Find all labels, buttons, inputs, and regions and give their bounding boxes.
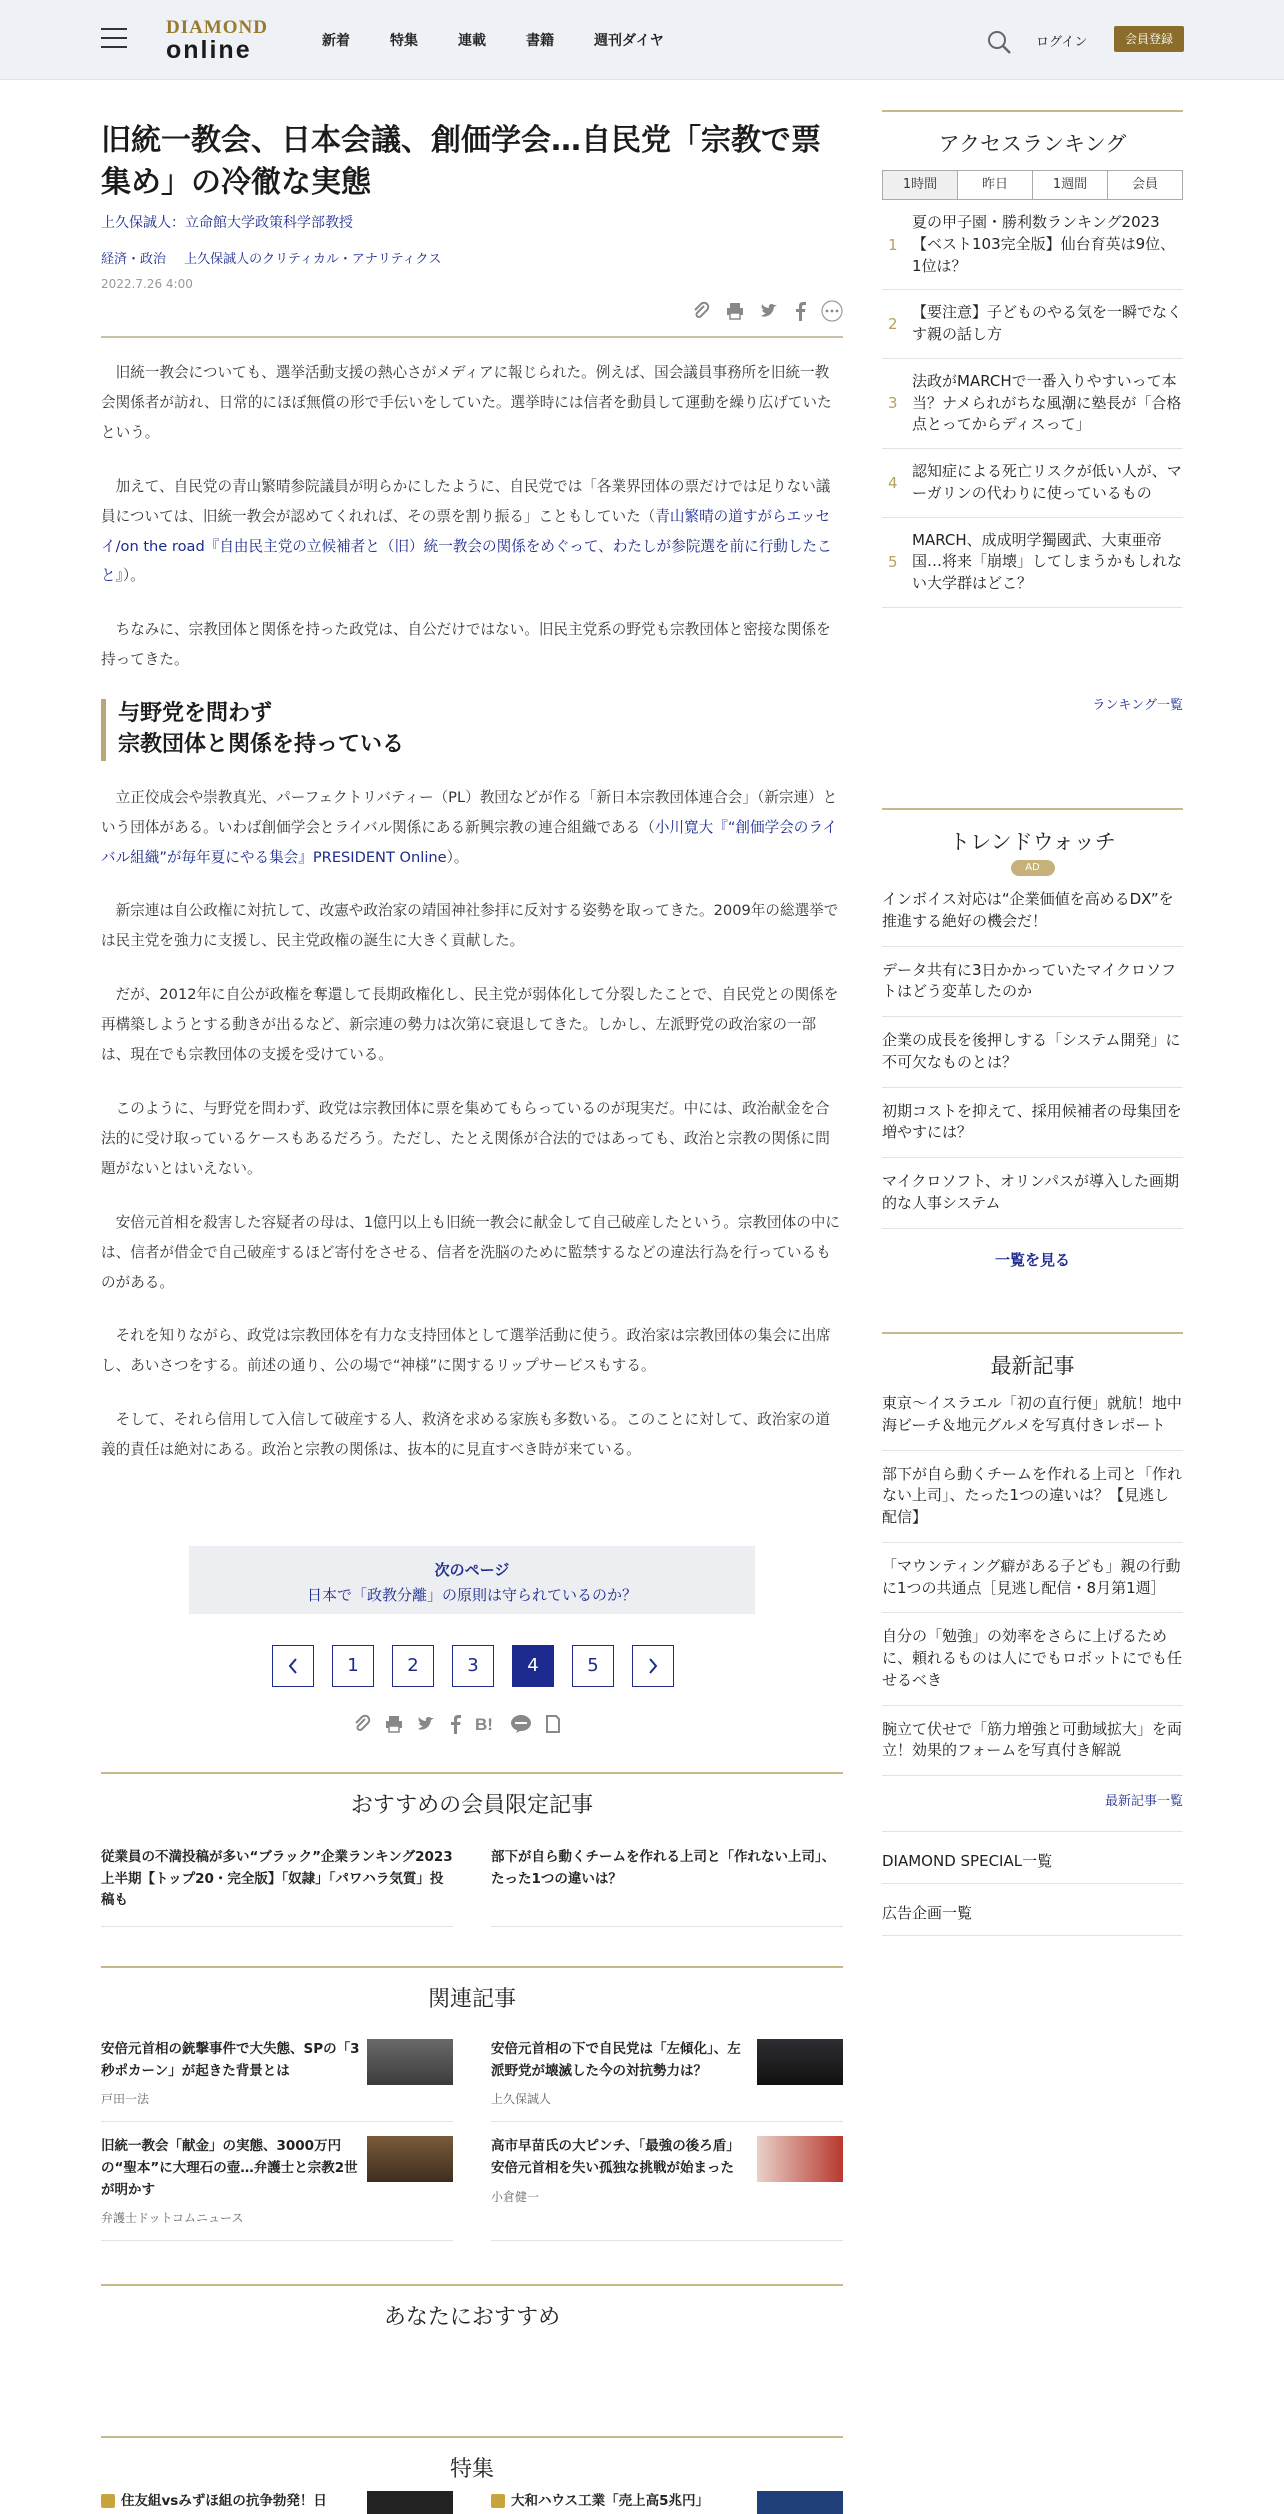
special-link[interactable]: DIAMOND SPECIAL一覧 bbox=[882, 1832, 1183, 1884]
login-link[interactable]: ログイン bbox=[1036, 35, 1088, 50]
trend-heading: トレンドウォッチ bbox=[949, 830, 1116, 854]
feature-section bbox=[101, 2436, 843, 2514]
logo-bottom: online bbox=[166, 36, 252, 64]
article-column bbox=[101, 120, 843, 2509]
facebook-icon[interactable] bbox=[448, 1714, 462, 1734]
reference-link[interactable]: 小川寛大『“創価学会のライバル組織”が毎年夏にやる集会』PRESIDENT Online bbox=[101, 818, 838, 866]
paragraph: このように、与野党を問わず、政党は宗教団体に票を集めてもらっているのが現実だ。中には、政治献金を合法的に受け取っているケースもあるだろう。ただし、たとえ関係が合法的ではあっても、政治と宗教の関係に問題がないとはいえない。 bbox=[101, 1100, 830, 1177]
member-articles-section bbox=[101, 1772, 843, 1927]
menu-icon[interactable] bbox=[101, 28, 127, 50]
related-article[interactable]: 安倍元首相の銃撃事件で大失態、SPの「3秒ポカーン」が起きた背景とは 戸田一法 bbox=[101, 2025, 453, 2122]
lock-icon bbox=[101, 2494, 115, 2508]
ad-feature-link[interactable]: 広告企画一覧 bbox=[882, 1884, 1183, 1936]
latest-item[interactable]: 自分の「勉強」の効率をさらに上げるために、頼れるものは人にでもロボットにでも任せるべき bbox=[882, 1613, 1183, 1705]
nav-series[interactable]: 連載 bbox=[458, 33, 486, 49]
pocket-icon[interactable] bbox=[544, 1714, 562, 1734]
page-3[interactable]: 3 bbox=[452, 1645, 494, 1687]
page-5[interactable]: 5 bbox=[572, 1645, 614, 1687]
recommend-section bbox=[101, 2284, 843, 2331]
trend-item[interactable]: データ共有に3日かかっていたマイクロソフトはどう変革したのか bbox=[882, 947, 1183, 1018]
tab-yesterday[interactable]: 昨日 bbox=[958, 171, 1033, 199]
paragraph: 立正佼成会や崇教真光、パーフェクトリバティー（PL）教団などが作る「新日本宗教団体連合会」（新宗連）という団体がある。いわば創価学会とライバル関係にある新興宗教の連合組織である（小川寛大『“創価学会のライバル組織”が毎年夏にやる集会』PRESIDENT Online）。 bbox=[101, 788, 838, 866]
latest-heading: 最新記事 bbox=[990, 1354, 1075, 1378]
article-thumbnail bbox=[757, 2491, 843, 2514]
more-share-icon[interactable] bbox=[821, 300, 843, 322]
next-page-button[interactable] bbox=[632, 1645, 674, 1687]
page-1[interactable]: 1 bbox=[332, 1645, 374, 1687]
pagination bbox=[272, 1645, 674, 1687]
article-title: 旧統一教会、日本会議、創価学会…自民党「宗教で票集め」の冷徹な実態 bbox=[101, 123, 821, 200]
ranking-more-link[interactable]: ランキング一覧 bbox=[1092, 697, 1183, 713]
site-logo[interactable] bbox=[166, 18, 270, 64]
publish-date: 2022.7.26 4:00 bbox=[101, 277, 193, 291]
member-article[interactable]: 従業員の不満投稿が多い“ブラック”企業ランキング2023上半期【トップ20・完全版】「奴隷」「パワハラ気質」投稿も bbox=[101, 1847, 453, 1927]
paragraph: 新宗連は自公政権に対抗して、改憲や政治家の靖国神社参拝に反対する姿勢を取ってきた。2009年の総選挙では民主党を強力に支援し、民主党政権の誕生に大きく貢献した。 bbox=[101, 902, 839, 950]
ranking-item[interactable]: 1 夏の甲子園・勝利数ランキング2023【ベスト103完全版】仙台育英は9位、1位は？ bbox=[882, 200, 1183, 290]
paragraph: 旧統一教会についても、選挙活動支援の熱心さがメディアに報じられた。例えば、国会議員事務所を旧統一教会関係者が訪れ、日常的にほぼ無償の形で手伝いをしていた。選挙時には信者を動員して運動を繰り広げていたという。 bbox=[101, 364, 832, 441]
register-button[interactable]: 会員登録 bbox=[1114, 26, 1184, 52]
global-nav bbox=[322, 30, 704, 50]
trend-item[interactable]: インボイス対応は“企業価値を高めるDX”を推進する絶好の機会だ！ bbox=[882, 876, 1183, 947]
latest-item[interactable]: 腕立て伏せで「筋力増強と可動域拡大」を両立！効果的フォームを写真付き解説 bbox=[882, 1706, 1183, 1777]
related-heading: 関連記事 bbox=[427, 1987, 516, 2012]
tab-1week[interactable]: 1週間 bbox=[1033, 171, 1108, 199]
page-4-current[interactable]: 4 bbox=[512, 1645, 554, 1687]
article-thumbnail bbox=[757, 2136, 843, 2182]
trend-item[interactable]: マイクロソフト、オリンパスが導入した画期的な人事システム bbox=[882, 1158, 1183, 1229]
divider bbox=[101, 336, 843, 338]
paragraph: だが、2012年に自公が政権を奪還して長期政権化し、民主党が弱体化して分裂したことで、自民党との関係を再構築しようとする動きが出るなど、新宗連の勢力は次第に衰退してきた。しかし、左派野党の政治家の一部は、現在でも宗教団体の支援を受けている。 bbox=[101, 986, 839, 1064]
ranking-item[interactable]: 4 認知症による死亡リスクが低い人が、マーガリンの代わりに使っているもの bbox=[882, 449, 1183, 518]
related-article[interactable]: 旧統一教会「献金」の実態、3000万円の“聖本”に大理石の壺…弁護士と宗教2世が明かす 弁護士ドットコムニュース bbox=[101, 2122, 453, 2241]
paragraph: そして、それら信用して入信して破産する人、救済を求める家族も多数いる。このことに対して、政治家の道義的責任は絶対にある。政治と宗教の関係は、抜本的に見直すべき時が来ている。 bbox=[101, 1411, 831, 1459]
print-icon[interactable] bbox=[725, 301, 745, 321]
feature-article[interactable]: 大和ハウス工業「売上高5兆円」 bbox=[491, 2491, 843, 2514]
trend-more-link[interactable]: 一覧を見る bbox=[994, 1250, 1070, 1269]
nav-weekly[interactable]: 週刊ダイヤ bbox=[594, 33, 664, 49]
nav-features[interactable]: 特集 bbox=[390, 33, 418, 49]
trend-item[interactable]: 企業の成長を後押しする「システム開発」に不可欠なものとは？ bbox=[882, 1017, 1183, 1088]
nav-new[interactable]: 新着 bbox=[322, 33, 350, 49]
paragraph: ちなみに、宗教団体と関係を持った政党は、自公だけではない。旧民主党系の野党も宗教団体と密接な関係を持ってきた。 bbox=[101, 621, 831, 669]
tab-1hour[interactable]: 1時間 bbox=[883, 171, 958, 199]
prev-page-button[interactable] bbox=[272, 1645, 314, 1687]
page-2[interactable]: 2 bbox=[392, 1645, 434, 1687]
share-bar-bottom bbox=[352, 1714, 562, 1734]
feature-article[interactable]: 住友組vsみずほ組の抗争勃発！日 bbox=[101, 2491, 453, 2514]
member-heading: おすすめの会員限定記事 bbox=[350, 1793, 594, 1818]
related-section bbox=[101, 1966, 843, 2241]
latest-widget bbox=[882, 1332, 1183, 1936]
nav-books[interactable]: 書籍 bbox=[526, 33, 554, 49]
twitter-icon[interactable] bbox=[759, 301, 779, 321]
ranking-tabs bbox=[882, 170, 1183, 200]
search-icon[interactable] bbox=[986, 29, 1012, 55]
latest-item[interactable]: 東京～イスラエル「初の直行便」就航！地中海ビーチ＆地元グルメを写真付きレポート bbox=[882, 1380, 1183, 1451]
paragraph: 安倍元首相を殺害した容疑者の母は、1億円以上も旧統一教会に献金して自己破産したという。宗教団体の中には、信者が借金で自己破産するほど寄付をさせる、信者を洗脳のために監禁するなどの違法行為を行っているものがある。 bbox=[101, 1213, 840, 1291]
hatena-icon[interactable] bbox=[474, 1714, 498, 1734]
author-link[interactable]: 上久保誠人：立命館大学政策科学部教授 bbox=[101, 215, 353, 231]
ranking-item[interactable]: 2 【要注意】子どものやる気を一瞬でなくす親の話し方 bbox=[882, 290, 1183, 359]
share-bar bbox=[691, 300, 843, 322]
series-link[interactable]: 上久保誠人のクリティカル・アナリティクス bbox=[184, 252, 442, 267]
article-body bbox=[101, 358, 843, 1489]
latest-more-link[interactable]: 最新記事一覧 bbox=[1104, 1794, 1183, 1809]
ranking-heading: アクセスランキング bbox=[938, 132, 1127, 156]
latest-item[interactable]: 「マウンティング癖がある子ども」親の行動に1つの共通点［見逃し配信・8月第1週］ bbox=[882, 1543, 1183, 1614]
paragraph: 加えて、自民党の青山繁晴参院議員が明らかにしたように、自民党では「各業界団体の票だけでは足りない議員については、旧統一教会が認めてくれれば、その票を割り振る」こともしていた（青山繁晴の道すがらエッセイ/on the road『自由民主党の立候補者と（旧）統一教会の関係をめぐって、わたしが参院選を前に行動したこと』）。 bbox=[101, 477, 832, 585]
facebook-icon[interactable] bbox=[793, 301, 807, 321]
ranking-widget bbox=[882, 110, 1183, 713]
section-heading: 与野党を問わず 宗教団体と関係を持っている bbox=[101, 699, 843, 761]
line-icon[interactable] bbox=[510, 1714, 532, 1734]
next-page-title: 日本で「政教分離」の原則は守られているのか？ bbox=[306, 1586, 637, 1604]
clip-icon[interactable] bbox=[352, 1714, 372, 1734]
next-page-label: 次のページ bbox=[434, 1561, 510, 1579]
paragraph: それを知りながら、政党は宗教団体を有力な支持団体として選挙活動に使う。政治家は宗教団体の集会に出席し、あいさつをする。前述の通り、公の場で“神様”に関するリップサービスもする。 bbox=[101, 1327, 831, 1375]
member-article[interactable]: 部下が自ら動くチームを作れる上司と「作れない上司」、たった1つの違いは？ bbox=[491, 1847, 843, 1927]
trend-widget bbox=[882, 808, 1183, 1270]
logo-top: DIAMOND bbox=[166, 17, 268, 38]
ad-badge: AD bbox=[1011, 860, 1055, 876]
clip-icon[interactable] bbox=[691, 301, 711, 321]
feature-heading: 特集 bbox=[449, 2457, 494, 2482]
recommend-heading: あなたにおすすめ bbox=[383, 2305, 561, 2330]
category-link[interactable]: 経済・政治 bbox=[101, 252, 167, 267]
print-icon[interactable] bbox=[384, 1714, 404, 1734]
tab-member[interactable]: 会員 bbox=[1108, 171, 1182, 199]
article-thumbnail bbox=[367, 2039, 453, 2085]
related-article[interactable]: 高市早苗氏の大ピンチ、「最強の後ろ盾」安倍元首相を失い孤独な挑戦が始まった 小倉健一 bbox=[491, 2122, 843, 2241]
article-thumbnail bbox=[367, 2136, 453, 2182]
latest-item[interactable]: 部下が自ら動くチームを作れる上司と「作れない上司」、たった1つの違いは？【見逃し配信】 bbox=[882, 1451, 1183, 1543]
article-thumbnail bbox=[367, 2491, 453, 2514]
lock-icon bbox=[491, 2494, 505, 2508]
ranking-item[interactable]: 3 法政がMARCHで一番入りやすいって本当？ナメられがちな風潮に塾長が「合格点とってからディスって」 bbox=[882, 359, 1183, 449]
article-thumbnail bbox=[757, 2039, 843, 2085]
trend-item[interactable]: 初期コストを抑えて、採用候補者の母集団を増やすには？ bbox=[882, 1088, 1183, 1159]
site-header bbox=[0, 0, 1284, 80]
twitter-icon[interactable] bbox=[416, 1714, 436, 1734]
related-article[interactable]: 安倍元首相の下で自民党は「左傾化」、左派野党が壊滅した今の対抗勢力は？ 上久保誠人 bbox=[491, 2025, 843, 2122]
svg-text:B!: B! bbox=[475, 1715, 493, 1734]
ranking-item[interactable]: 5 MARCH、成成明学獨國武、大東亜帝国…将来「崩壊」してしまうかもしれない大学群はどこ？ bbox=[882, 518, 1183, 608]
next-page-box[interactable] bbox=[189, 1546, 755, 1614]
reference-link[interactable]: 青山繁晴の道すがらエッセイ/on the road『自由民主党の立候補者と（旧）統一教会の関係をめぐって、わたしが参院選を前に行動したこと』 bbox=[101, 507, 832, 585]
